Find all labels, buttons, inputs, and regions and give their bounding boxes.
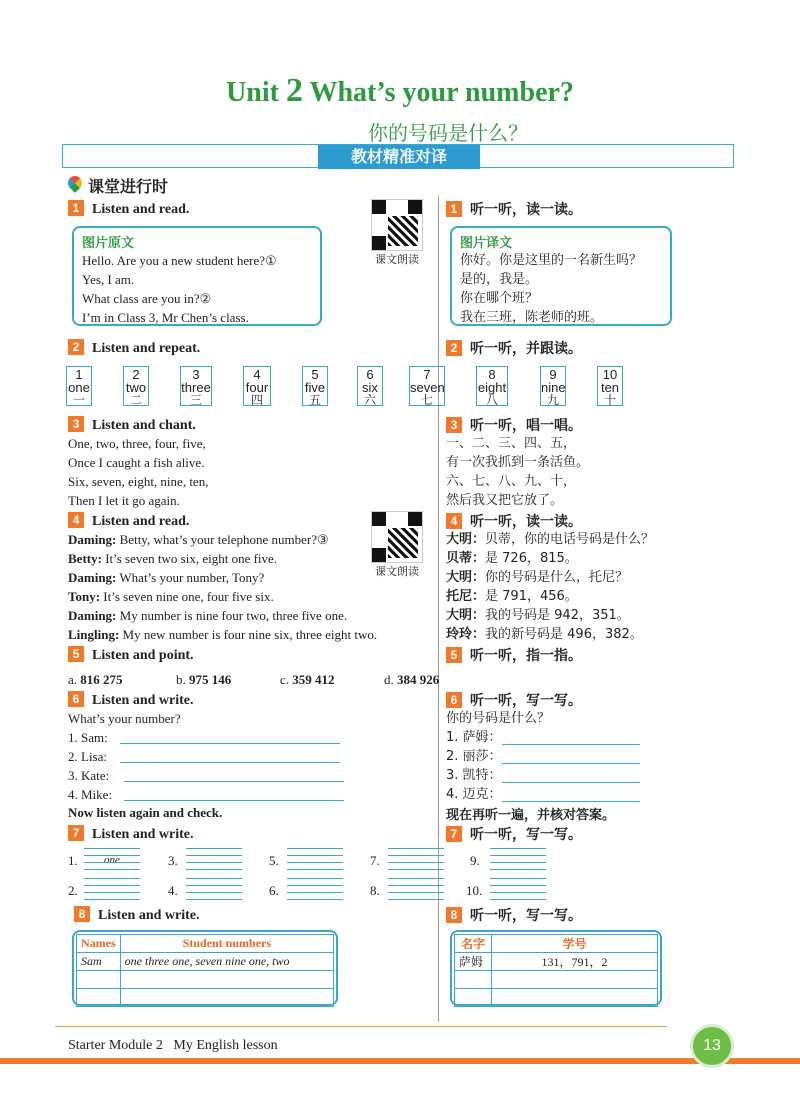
item-number: 8.	[370, 883, 380, 898]
text-line: Six, seven, eight, nine, ten,	[68, 474, 209, 489]
number-card	[476, 366, 508, 406]
table-row[interactable]	[77, 989, 334, 1007]
text-line: Yes, I am.	[82, 272, 135, 287]
answer-line[interactable]	[502, 744, 640, 745]
section-label: 听一听，并跟读。	[470, 341, 582, 357]
card-chinese: 十	[603, 393, 616, 407]
table-header-row	[77, 935, 334, 953]
table-cell[interactable]	[120, 971, 333, 989]
dialogue-line	[446, 530, 654, 549]
section-label: Listen and write.	[92, 827, 194, 842]
option-letter: c.	[280, 672, 290, 687]
section-label: 听一听，写一写。	[470, 693, 582, 709]
text-line: What class are you in?②	[82, 291, 212, 306]
section-label: 听一听，读一读。	[470, 514, 582, 530]
page-footer	[68, 1038, 278, 1054]
card-word: five	[304, 380, 326, 395]
speaker: Tony:	[68, 589, 101, 604]
section-number-badge: 7	[68, 825, 84, 841]
card-digit: 4	[253, 367, 261, 382]
writing-lines[interactable]	[84, 878, 140, 900]
card-chinese: 二	[129, 393, 142, 407]
section-label: Listen and repeat.	[92, 341, 201, 356]
card-word: one	[68, 380, 90, 395]
speaker: Betty:	[68, 551, 102, 566]
section-number-badge: 1	[68, 200, 84, 216]
utterance: My number is nine four two, three five one.	[116, 608, 348, 623]
answer-line[interactable]	[502, 763, 640, 764]
card-digit: 2	[132, 367, 140, 382]
section-label: 听一听，写一写。	[470, 827, 582, 843]
section-number-badge: 4	[446, 513, 462, 529]
column-header: Names	[77, 935, 121, 953]
option-value: 975 146	[189, 672, 232, 687]
section-8-heading-en	[74, 906, 200, 924]
name-label: 2. 丽莎：	[446, 749, 502, 764]
section-number-badge: 4	[68, 512, 84, 528]
text-line: One, two, three, four, five,	[68, 436, 206, 451]
section-8-heading-cn	[446, 905, 582, 925]
option-letter: d.	[384, 672, 394, 687]
card-chinese: 五	[308, 393, 321, 407]
writing-lines[interactable]	[490, 848, 546, 870]
writing-lines[interactable]	[490, 878, 546, 900]
qr-code-icon	[372, 200, 422, 250]
text-line: I’m in Class 3, Mr Chen’s class.	[82, 310, 249, 325]
location-pin-icon	[65, 173, 85, 193]
card-chinese: 七	[420, 393, 433, 407]
section-2-heading-en	[68, 339, 200, 357]
table-header-row	[455, 935, 658, 953]
item-number: 9.	[470, 853, 480, 868]
dialogue-line	[68, 549, 377, 568]
section-5-heading-en	[68, 646, 194, 664]
number-card	[357, 366, 383, 406]
section-4-heading-cn	[446, 511, 582, 531]
number-card	[123, 366, 149, 406]
utterance: 贝蒂，你的电话号码是什么？	[485, 532, 655, 547]
writing-lines[interactable]	[388, 878, 444, 900]
table-cell[interactable]	[492, 989, 658, 1007]
card-word: four	[245, 380, 269, 395]
item-number: 7.	[370, 853, 380, 868]
text-line: 你在哪个班？	[460, 291, 539, 306]
chant-cn	[446, 434, 589, 510]
option-b	[176, 670, 231, 689]
section-label: Listen and write.	[92, 693, 194, 708]
box-title: 图片译文	[460, 236, 513, 251]
name-label: 2. Lisa:	[68, 749, 107, 764]
section-number-badge: 6	[68, 691, 84, 707]
dialogue-line	[68, 530, 377, 549]
text-line: 是的，我是。	[460, 272, 539, 287]
name-label: 1. Sam:	[68, 730, 108, 745]
speaker: 大明：	[446, 532, 486, 547]
section-number-badge: 1	[446, 201, 462, 217]
card-word: nine	[541, 380, 566, 395]
qr-caption: 课文朗读	[375, 565, 419, 578]
card-word: three	[181, 380, 211, 395]
qr-code-icon	[372, 512, 422, 562]
dialogue-line	[446, 549, 654, 568]
card-digit: 10	[602, 367, 618, 382]
card-word: eight	[477, 380, 507, 395]
table-cell: Sam	[77, 953, 121, 971]
writing-lines[interactable]	[186, 848, 242, 870]
dialogue-line	[446, 625, 654, 644]
section-number-badge: 2	[446, 340, 462, 356]
dialogue-cn	[446, 530, 654, 644]
text-line: 一、二、三、四、五，	[446, 436, 577, 451]
chant-en	[68, 434, 208, 510]
number-card	[540, 366, 566, 406]
original-text-box	[72, 226, 322, 326]
section-label: Listen and write.	[98, 908, 200, 923]
card-digit: 9	[549, 367, 557, 382]
item-number: 10.	[466, 883, 483, 898]
speaker: 大明：	[446, 608, 486, 623]
section-3-heading-cn	[446, 415, 582, 435]
qr-caption: 课文朗读	[375, 253, 419, 266]
writing-lines[interactable]	[287, 878, 343, 900]
table-row[interactable]	[455, 989, 658, 1007]
name-label: 3. Kate:	[68, 768, 110, 783]
answer-line[interactable]	[124, 800, 344, 801]
dialogue-line	[446, 587, 654, 606]
utterance: It’s seven nine one, four five six.	[100, 589, 274, 604]
section-7-heading-en	[68, 825, 194, 843]
card-digit: 7	[423, 367, 431, 382]
section-4-heading-en	[68, 512, 189, 530]
card-word: seven	[410, 380, 445, 395]
student-numbers-table-en	[72, 930, 338, 1006]
card-digit: 8	[488, 367, 496, 382]
table-cell: 131，791，2	[492, 953, 658, 971]
number-card	[66, 366, 92, 406]
text-line: Hello. Are you a new student here?①	[82, 253, 277, 268]
text-line: 你好。你是这里的一名新生吗？	[460, 253, 643, 268]
writing-lines[interactable]	[84, 848, 140, 870]
answer-line[interactable]	[120, 762, 340, 763]
section-number-badge: 3	[446, 417, 462, 433]
section-label: 听一听，写一写。	[470, 908, 582, 924]
number-card	[302, 366, 328, 406]
dialogue-line	[68, 568, 377, 587]
section-number-badge: 8	[446, 907, 462, 923]
utterance: Betty, what’s your telephone number?③	[116, 532, 329, 547]
option-d	[384, 670, 439, 689]
section-label: 听一听，唱一唱。	[470, 418, 582, 434]
speaker: 托尼：	[446, 589, 486, 604]
check-instruction-en: Now listen again and check.	[68, 805, 223, 820]
card-chinese: 六	[363, 393, 376, 407]
table-cell[interactable]	[455, 989, 492, 1007]
item-number: 6.	[269, 883, 279, 898]
option-value: 384 926	[397, 672, 440, 687]
table-cell[interactable]	[455, 971, 492, 989]
section-number-badge: 6	[446, 692, 462, 708]
section-number-badge: 5	[68, 646, 84, 662]
write-list-cn	[446, 709, 550, 804]
name-label: 4. 迈克：	[446, 787, 502, 802]
text-line: 六、七、八、九、十，	[446, 474, 577, 489]
section-6-heading-cn	[446, 690, 582, 710]
section-label: Listen and point.	[92, 648, 194, 663]
card-chinese: 四	[250, 393, 263, 407]
dialogue-line	[446, 568, 654, 587]
option-a	[68, 670, 123, 689]
column-header: 学号	[492, 935, 658, 953]
unit-title-text: What’s your number?	[309, 77, 574, 108]
number-card	[243, 366, 271, 406]
card-chinese: 九	[546, 393, 559, 407]
question: 你的号码是什么？	[446, 711, 551, 726]
section-5-heading-cn	[446, 645, 582, 665]
student-numbers-table-cn	[450, 930, 662, 1006]
utterance: 我的新号码是 496，382。	[485, 627, 643, 642]
option-value: 359 412	[292, 672, 335, 687]
section-2-heading-cn	[446, 338, 582, 358]
dialogue-line	[68, 606, 377, 625]
name-label: 3. 凯特：	[446, 768, 502, 783]
footer-rule	[55, 1026, 667, 1027]
text-line: Once I caught a fish alive.	[68, 455, 205, 470]
text-line: 我在三班，陈老师的班。	[460, 310, 604, 325]
card-digit: 1	[75, 367, 83, 382]
utterance: 你的号码是什么，托尼？	[485, 570, 629, 585]
section-1-heading-cn	[446, 199, 582, 219]
item-number: 1.	[68, 853, 78, 868]
unit-number: 2	[285, 72, 303, 109]
text-line: 有一次我抓到一条活鱼。	[446, 455, 590, 470]
footer-lesson: My English lesson	[173, 1038, 278, 1053]
unit-subtitle: 你的号码是什么？	[368, 121, 528, 145]
utterance: 是 791，456。	[485, 589, 578, 604]
box-title: 图片原文	[82, 236, 135, 251]
answer-line[interactable]	[120, 743, 340, 744]
answer-line[interactable]	[124, 781, 344, 782]
utterance: My new number is four nine six, three eight two.	[119, 627, 378, 642]
text-line: 然后我又把它放了。	[446, 493, 564, 508]
section-number-badge: 8	[74, 906, 90, 922]
question: What’s your number?	[68, 711, 181, 726]
name-label: 1. 萨姆：	[446, 730, 502, 745]
speaker: Daming:	[68, 570, 117, 585]
table-row[interactable]	[77, 971, 334, 989]
speaker: Daming:	[68, 608, 117, 623]
write-list-en	[68, 709, 181, 804]
table-cell: 萨姆	[455, 953, 492, 971]
table-cell[interactable]	[77, 989, 121, 1007]
card-chinese: 三	[189, 393, 202, 407]
unit-title	[0, 72, 800, 110]
banner-label: 教材精准对译	[318, 145, 480, 169]
number-card	[597, 366, 623, 406]
utterance: 是 726，815。	[485, 551, 578, 566]
table-row[interactable]	[455, 971, 658, 989]
footer-module: Starter Module 2	[68, 1038, 163, 1053]
speaker: Daming:	[68, 532, 117, 547]
item-number: 3.	[168, 853, 178, 868]
qr-code-1[interactable]	[370, 200, 424, 267]
section-label: Listen and read.	[92, 514, 190, 529]
writing-lines[interactable]	[388, 848, 444, 870]
number-card	[180, 366, 212, 406]
check-instruction-cn: 现在再听一遍，并核对答案。	[446, 808, 616, 823]
speaker: 玲玲：	[446, 627, 486, 642]
section-label: 听一听，指一指。	[470, 648, 582, 664]
text-line: Then I let it go again.	[68, 493, 180, 508]
section-number-badge: 7	[446, 826, 462, 842]
dialogue-line	[68, 587, 377, 606]
card-digit: 5	[311, 367, 319, 382]
card-digit: 3	[192, 367, 200, 382]
section-1-heading-en	[68, 200, 189, 218]
section-label: 听一听，读一读。	[470, 202, 582, 218]
table-cell[interactable]	[120, 989, 333, 1007]
dialogue-line	[68, 625, 377, 644]
section-number-badge: 5	[446, 647, 462, 663]
utterance: What’s your number, Tony?	[116, 570, 265, 585]
option-letter: b.	[176, 672, 186, 687]
section-7-heading-cn	[446, 824, 582, 844]
option-letter: a.	[68, 672, 78, 687]
table-row	[455, 953, 658, 971]
table-cell[interactable]	[77, 971, 121, 989]
answer-line[interactable]	[502, 782, 640, 783]
section-number-badge: 2	[68, 339, 84, 355]
card-digit: 6	[366, 367, 374, 382]
qr-code-2[interactable]	[370, 512, 424, 579]
column-header: 名字	[455, 935, 492, 953]
section-number-badge: 3	[68, 416, 84, 432]
numbers-table	[454, 934, 658, 1007]
section-6-heading-en	[68, 691, 194, 709]
dialogue-line	[446, 606, 654, 625]
footer-bar	[0, 1058, 800, 1064]
section-label: Listen and chant.	[92, 418, 196, 433]
writing-lines[interactable]	[186, 878, 242, 900]
unit-label: Unit	[226, 77, 279, 108]
table-cell: one three one, seven nine one, two	[120, 953, 333, 971]
card-word: six	[362, 380, 378, 395]
section-label: Listen and read.	[92, 202, 190, 217]
translation-box	[450, 226, 672, 326]
table-cell[interactable]	[492, 971, 658, 989]
dialogue-en	[68, 530, 377, 644]
writing-lines[interactable]	[287, 848, 343, 870]
card-chinese: 八	[485, 393, 498, 407]
item-number: 5.	[269, 853, 279, 868]
column-header: Student numbers	[120, 935, 333, 953]
page-number: 13	[690, 1024, 734, 1068]
class-heading: 课堂进行时	[88, 177, 169, 196]
utterance: It’s seven two six, eight one five.	[101, 551, 278, 566]
speaker: 贝蒂：	[446, 551, 486, 566]
item-number: 2.	[68, 883, 78, 898]
item-number: 4.	[168, 883, 178, 898]
utterance: 我的号码是 942，351。	[485, 608, 630, 623]
card-word: two	[125, 380, 147, 395]
table-row	[77, 953, 334, 971]
option-value: 816 275	[80, 672, 123, 687]
numbers-table	[76, 934, 334, 1007]
speaker: 大明：	[446, 570, 486, 585]
number-card	[409, 366, 445, 406]
card-chinese: 一	[72, 393, 85, 407]
name-label: 4. Mike:	[68, 787, 113, 802]
answer-line[interactable]	[502, 801, 640, 802]
speaker: Lingling:	[68, 627, 120, 642]
card-word: ten	[600, 380, 620, 395]
section-3-heading-en	[68, 416, 196, 434]
option-c	[280, 670, 335, 689]
